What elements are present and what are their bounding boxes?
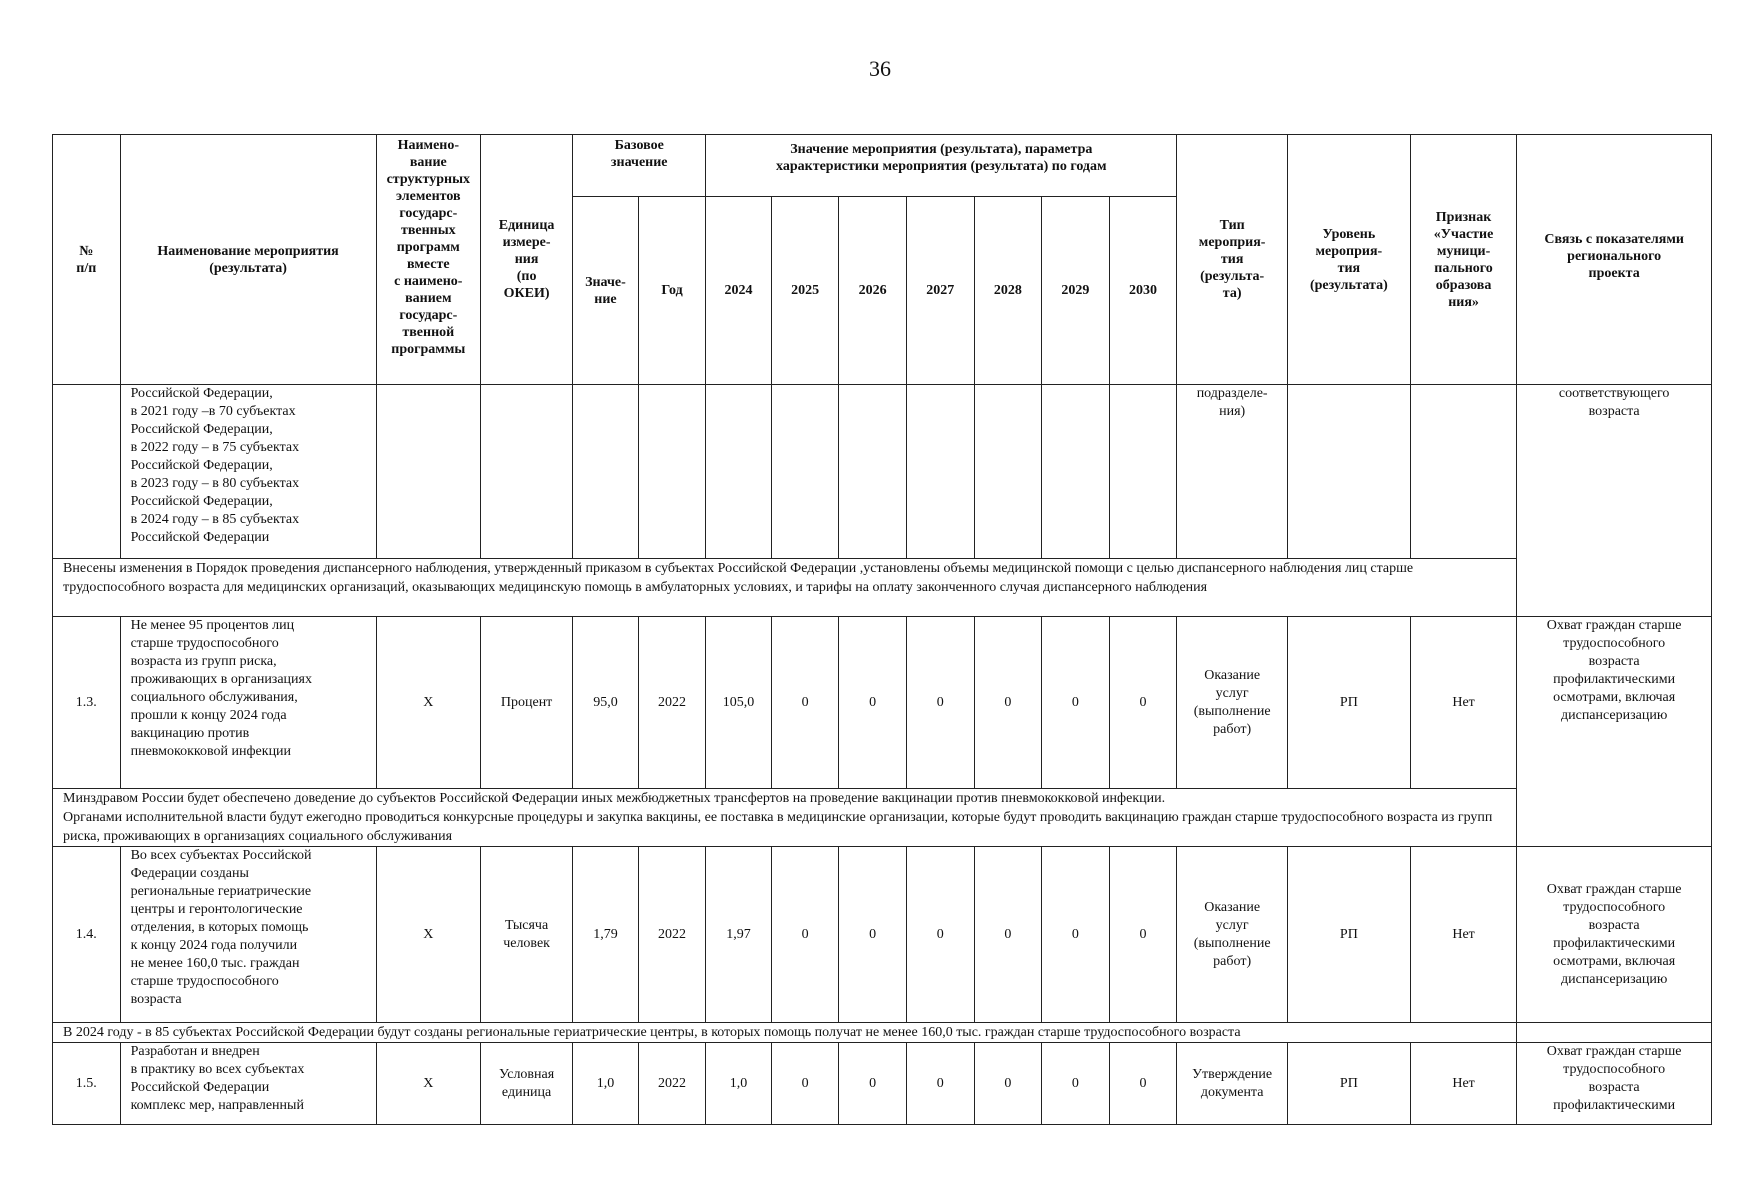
cell-name: Российской Федерации, в 2021 году –в 70 субъектах Российской Федерации, в 2022 году – в 75 субъектах Российской Федерации, в 2023 году – в 80 субъектах Российской Федерации, в 2024 году – в 85 субъектах Российской Федерации — [120, 385, 376, 559]
header-year-2027: 2027 — [906, 197, 974, 385]
cell-2030: 0 — [1109, 847, 1177, 1023]
cell-2029: 0 — [1042, 847, 1110, 1023]
header-year-2028: 2028 — [974, 197, 1042, 385]
cell-name: Не менее 95 процентов лиц старше трудоспособного возраста из групп риска, проживающих в организациях социального обслуживания, прошли к концу 2024 года вакцинацию против пневмококковой инфекции — [120, 617, 376, 789]
header-structural: Наимено- вание структурных элементов государс- твенных программ вместе с наимено- ванием государс- твенной программы — [376, 135, 480, 385]
header-year-2024: 2024 — [706, 197, 772, 385]
note-text: Минздравом России будет обеспечено доведение до субъектов Российской Федерации иных межбюджетных трансфертов на проведение вакцинации против пневмококковой инфекции. Органами исполнительной власти будут ежегодно проводиться конкурсные процедуры и закупка вакцины, ее поставка в медицинские организации, которые будут проводить вакцинацию граждан старше трудоспособного возраста из групп риска, проживающих в организациях социального обслуживания — [53, 789, 1517, 847]
cell-2027: 0 — [906, 847, 974, 1023]
cell-type: подразделе- ния) — [1177, 385, 1288, 559]
cell-num: 1.5. — [53, 1043, 121, 1125]
note-row-1 — [53, 559, 1712, 617]
header-years-group: Значение мероприятия (результата), параметра характеристики мероприятия (результата) по годам — [706, 135, 1177, 197]
cell-base-year: 2022 — [638, 1043, 706, 1125]
header-link: Связь с показателями регионального проекта — [1517, 135, 1712, 385]
cell-2024: 105,0 — [706, 617, 772, 789]
cell-2025: 0 — [771, 617, 839, 789]
cell-2029: 0 — [1042, 617, 1110, 789]
header-row-1 — [53, 135, 1712, 197]
cell-base-value: 95,0 — [573, 617, 639, 789]
cell-link: Охват граждан старше трудоспособного возраста профилактическими — [1517, 1043, 1712, 1125]
cell-2029: 0 — [1042, 1043, 1110, 1125]
header-year-2026: 2026 — [839, 197, 907, 385]
cell-structural: Х — [376, 1043, 480, 1125]
cell-link: Охват граждан старше трудоспособного возраста профилактическими осмотрами, включая диспансеризацию — [1517, 617, 1712, 847]
cell-2028: 0 — [974, 1043, 1042, 1125]
cell-unit: Условная единица — [481, 1043, 573, 1125]
cell-link: Охват граждан старше трудоспособного возраста профилактическими осмотрами, включая диспансеризацию — [1517, 847, 1712, 1023]
cell-municipal: Нет — [1410, 847, 1516, 1023]
activities-table — [52, 134, 1712, 1125]
cell-2028: 0 — [974, 617, 1042, 789]
cell-2027: 0 — [906, 1043, 974, 1125]
note-row-2 — [53, 789, 1712, 847]
cell-structural: Х — [376, 847, 480, 1023]
cell-base-year: 2022 — [638, 617, 706, 789]
note-text: Внесены изменения в Порядок проведения диспансерного наблюдения, утвержденный приказом в субъектах Российской Федерации ,установлены объемы медицинской помощи с целью диспансерного наблюдения лиц старше трудоспособного возраста для медицинских организаций, оказывающих медицинскую помощь в амбулаторных условиях, и тарифы на оплату законченного случая диспансерного наблюдения — [53, 559, 1517, 617]
cell-2030: 0 — [1109, 617, 1177, 789]
cell-unit: Тысяча человек — [481, 847, 573, 1023]
header-year-2030: 2030 — [1109, 197, 1177, 385]
header-unit: Единица измере- ния (по ОКЕИ) — [481, 135, 573, 385]
cell-structural: Х — [376, 617, 480, 789]
cell-2026: 0 — [839, 847, 907, 1023]
table-row — [53, 847, 1712, 1023]
header-year-2025: 2025 — [771, 197, 839, 385]
cell-type: Утверждение документа — [1177, 1043, 1288, 1125]
header-base-value: Значе- ние — [573, 197, 639, 385]
cell-2025: 0 — [771, 1043, 839, 1125]
cell-2028: 0 — [974, 847, 1042, 1023]
cell-name: Разработан и внедрен в практику во всех субъектах Российской Федерации комплекс мер, направленный — [120, 1043, 376, 1125]
cell-num: 1.3. — [53, 617, 121, 789]
cell-link: соответствующего возраста — [1517, 385, 1712, 617]
cell-num: 1.4. — [53, 847, 121, 1023]
cell-type: Оказание услуг (выполнение работ) — [1177, 617, 1288, 789]
cell-2026: 0 — [839, 1043, 907, 1125]
cell-level: РП — [1287, 617, 1410, 789]
header-year-2029: 2029 — [1042, 197, 1110, 385]
cell-type: Оказание услуг (выполнение работ) — [1177, 847, 1288, 1023]
header-base-group: Базовое значение — [573, 135, 706, 197]
cell-2025: 0 — [771, 847, 839, 1023]
table-row — [53, 617, 1712, 789]
cell-2026: 0 — [839, 617, 907, 789]
cell-base-year: 2022 — [638, 847, 706, 1023]
cell-level: РП — [1287, 847, 1410, 1023]
cell-2030: 0 — [1109, 1043, 1177, 1125]
cell-municipal: Нет — [1410, 1043, 1516, 1125]
note-row-3 — [53, 1023, 1712, 1043]
cell-2027: 0 — [906, 617, 974, 789]
cell-level: РП — [1287, 1043, 1410, 1125]
cell-municipal: Нет — [1410, 617, 1516, 789]
table-row — [53, 1043, 1712, 1125]
cell-2024: 1,97 — [706, 847, 772, 1023]
cell-base-value: 1,79 — [573, 847, 639, 1023]
header-base-year: Год — [638, 197, 706, 385]
header-name: Наименование мероприятия (результата) — [120, 135, 376, 385]
header-type: Тип мероприя- тия (результа- та) — [1177, 135, 1288, 385]
cell-unit: Процент — [481, 617, 573, 789]
cell-num — [53, 385, 121, 559]
page-number: 36 — [869, 56, 891, 81]
cell-base-value: 1,0 — [573, 1043, 639, 1125]
header-level: Уровень мероприя- тия (результата) — [1287, 135, 1410, 385]
cell-2024: 1,0 — [706, 1043, 772, 1125]
header-num: № п/п — [53, 135, 121, 385]
header-municipal: Признак «Участие муници- пального образова ния» — [1410, 135, 1516, 385]
table-row-continuation — [53, 385, 1712, 559]
cell-name: Во всех субъектах Российской Федерации созданы региональные гериатрические центры и геронтологические отделения, в которых помощь к концу 2024 года получили не менее 160,0 тыс. граждан старше трудоспособного возраста — [120, 847, 376, 1023]
note-text: В 2024 году - в 85 субъектах Российской Федерации будут созданы региональные гериатрические центры, в которых помощь получат не менее 160,0 тыс. граждан старше трудоспособного возраста — [53, 1023, 1517, 1043]
